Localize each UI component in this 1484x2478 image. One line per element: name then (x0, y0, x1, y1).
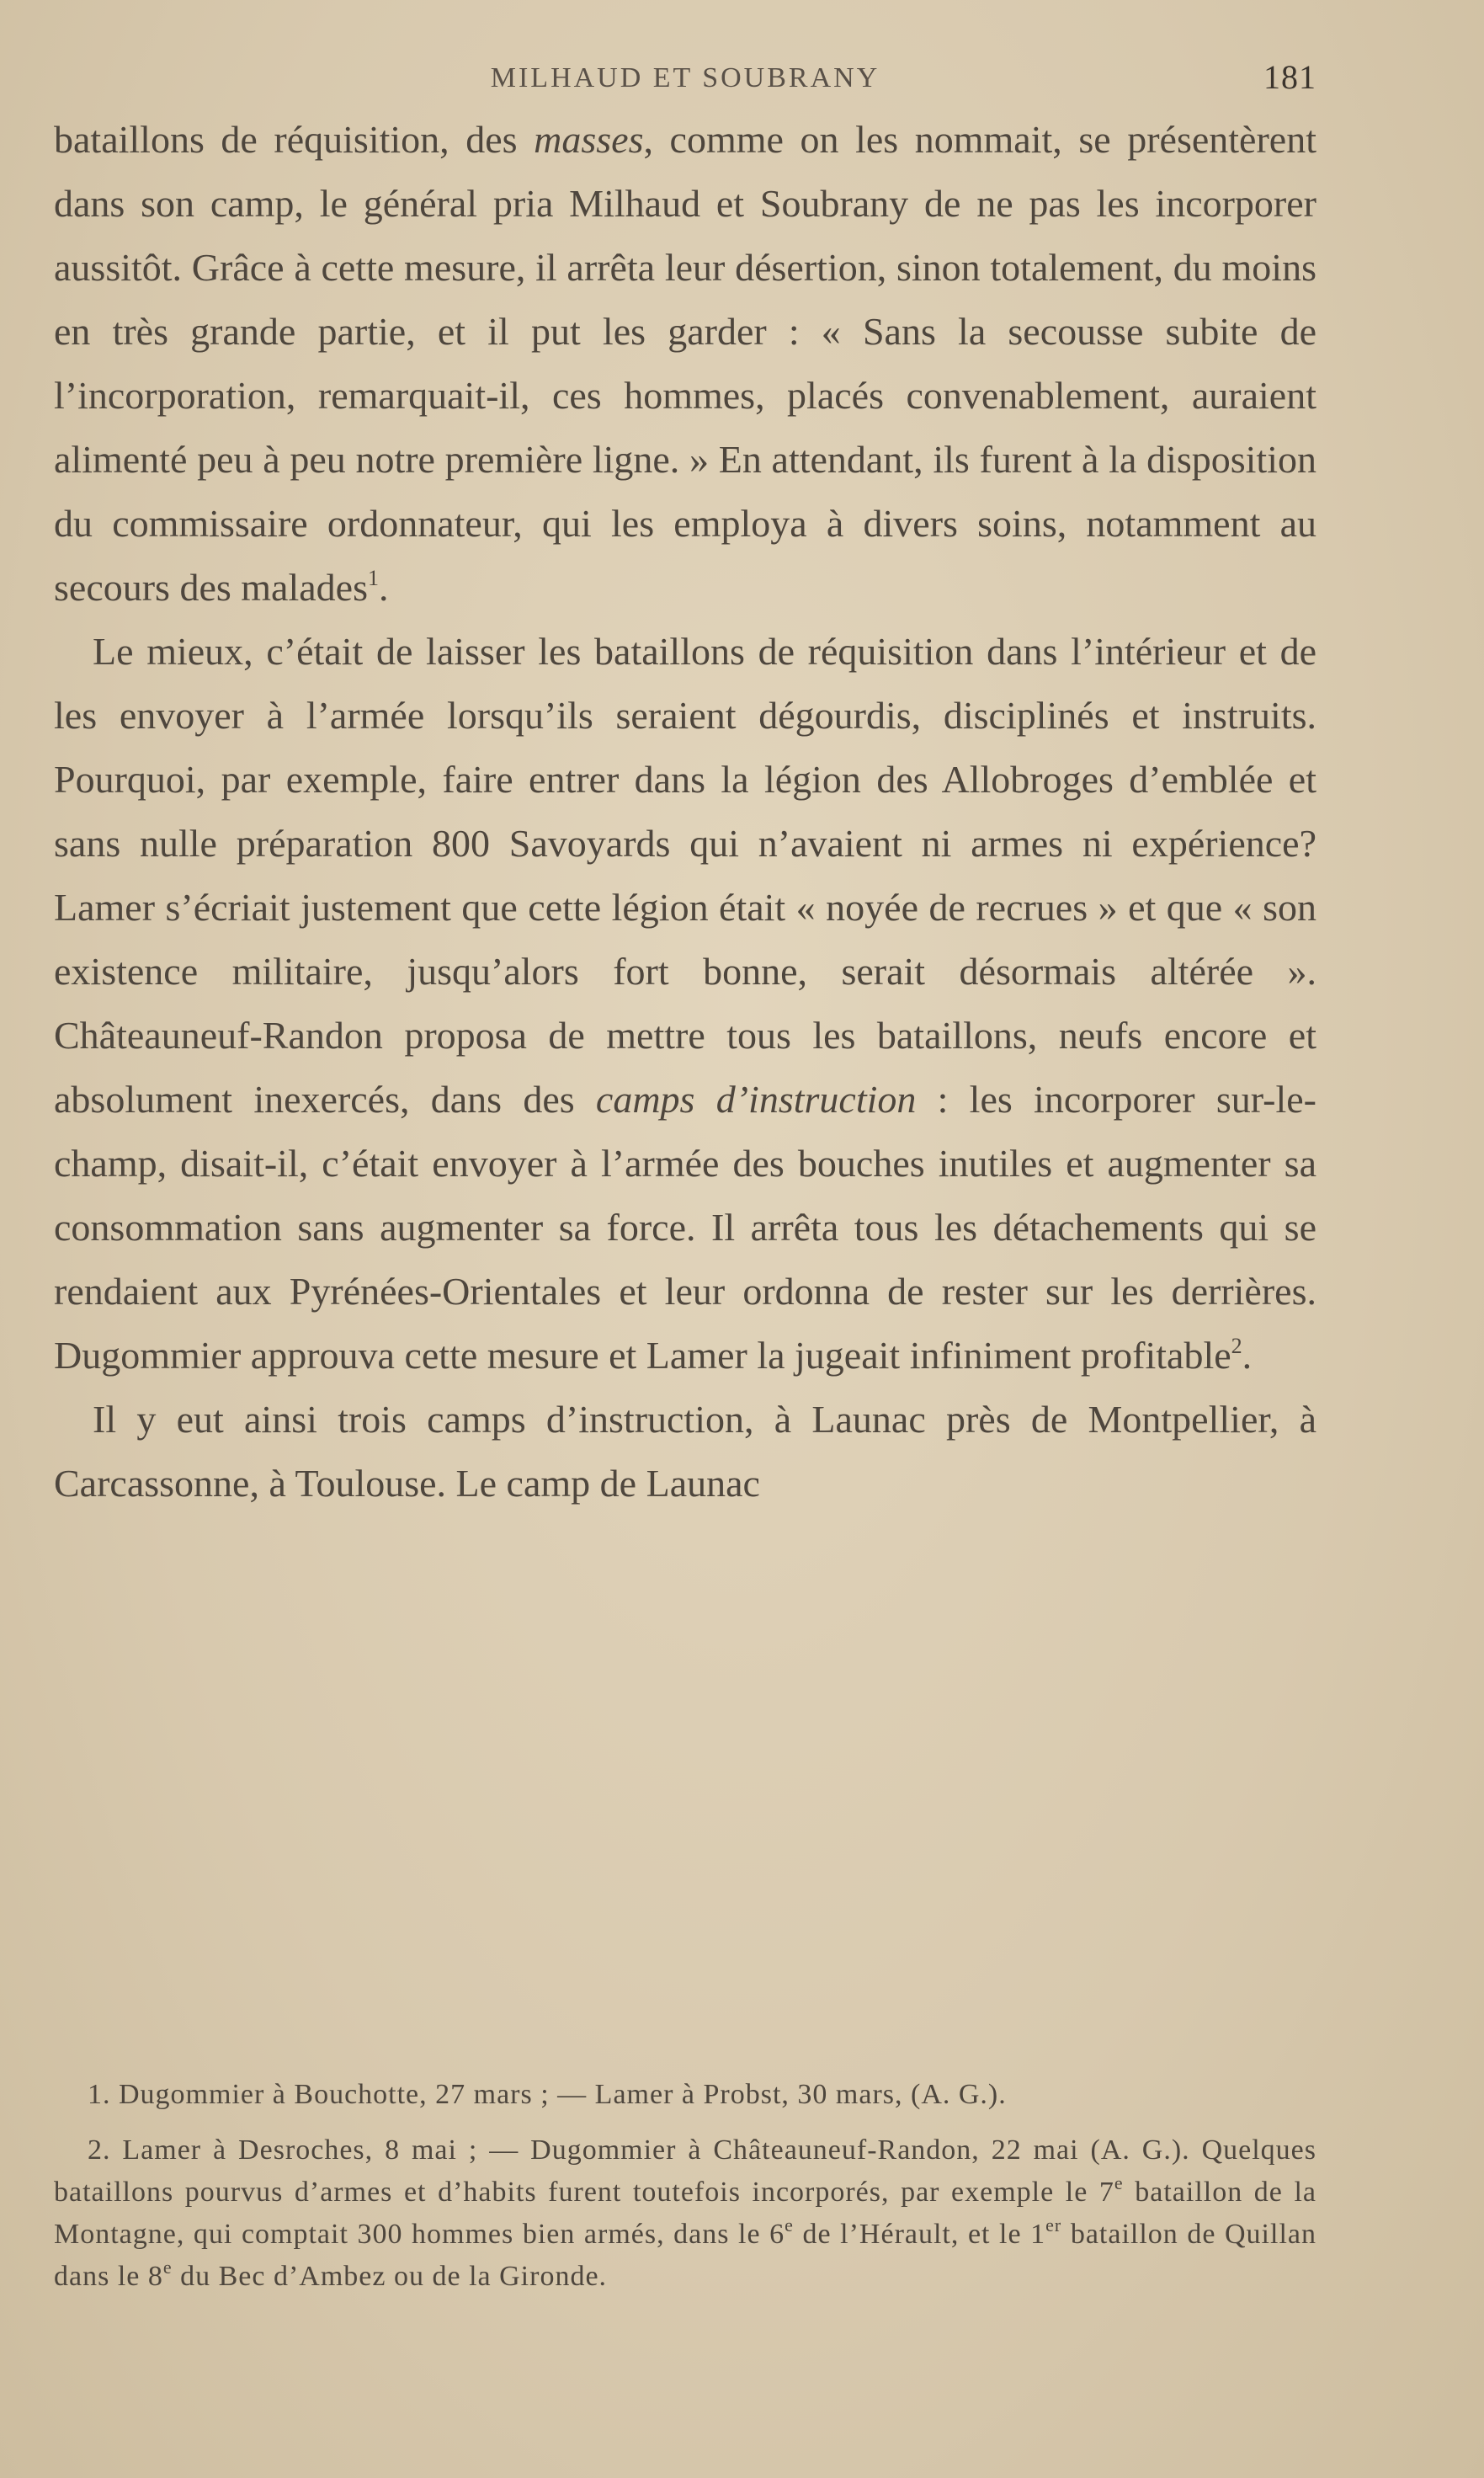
footnotes (54, 2074, 1316, 2311)
paragraph-3: Il y eut ainsi trois camps d’instruction, à Launac près de Montpellier, à Carcassonne, à Toulouse. Le camp de Launac (54, 1398, 1316, 1505)
page-number: 181 (1263, 58, 1316, 96)
running-head (54, 49, 1316, 99)
paragraph-1: bataillons de réquisition, des masses, comme on les nommait, se présentèrent dans son camp, le général pria Milhaud et Soubrany de ne pas les incorporer aussitôt. Grâce à cette mesure, il arrêta leur désertion, sinon totalement, du moins en très grande partie, et il put les garder : « Sans la secousse subite de l’incorporation, remarquait-il, ces hommes, placés convenablement, auraient alimenté peu à peu notre première ligne. » En attendant, ils furent à la disposition du commissaire ordonnateur, qui les employa à divers soins, notamment au secours des malades$^1$. (54, 118, 1316, 609)
footnote-marker: 2. (88, 2134, 111, 2166)
footnote-marker: 1. (88, 2079, 111, 2110)
footnote-ref-2[interactable]: 2 (1231, 1334, 1242, 1358)
italic-term-masses: masses (534, 118, 644, 161)
running-title: MILHAUD ET SOUBRANY (490, 62, 880, 93)
body-text (54, 108, 1316, 1516)
italic-term-camps: camps d’instruction (595, 1078, 917, 1121)
footnote-2: 2. Lamer à Desroches, 8 mai ; — Dugommier à Châteauneuf-Randon, 22 mai (A. G.). Quelques bataillons pourvus d’armes et d’habits furent toutefois incorporés, par exemple le 7e bataillon de la Montagne, qui comptait 300 hommes bien armés, dans le 6e de l’Hérault, et le 1er bataillon de Quillan dans le 8e du Bec d’Ambez ou de la Gironde. (54, 2134, 1316, 2292)
footnote-ref-1[interactable]: 1 (368, 566, 379, 590)
footnote-1: 1. Dugommier à Bouchotte, 27 mars ; — Lamer à Probst, 30 mars, (A. G.). (88, 2079, 1007, 2110)
paragraph-2: Le mieux, c’était de laisser les bataillons de réquisition dans l’intérieur et de les envoyer à l’armée lorsqu’ils seraient dégourdis, disciplinés et instruits. Pourquoi, par exemple, faire entrer dans la légion des Allobroges d’emblée et sans nulle préparation 800 Savoyards qui n’avaient ni armes ni expérience? Lamer s’écriait justement que cette légion était « noyée de recrues » et que « son existence militaire, jusqu’alors fort bonne, serait désormais altérée ». Châteauneuf-Randon proposa de mettre tous les bataillons, neufs encore et absolument inexercés, dans des camps d’instruction : les incorporer sur-le-champ, disait-il, c’était envoyer à l’armée des bouches inutiles et augmenter sa consommation sans augmenter sa force. Il arrêta tous les détachements qui se rendaient aux Pyrénées-Orientales et leur ordonna de rester sur les derrières. Dugommier approuva cette mesure et Lamer la jugeait infiniment profitable$^2$. (54, 630, 1316, 1377)
book-page (54, 49, 1316, 2292)
